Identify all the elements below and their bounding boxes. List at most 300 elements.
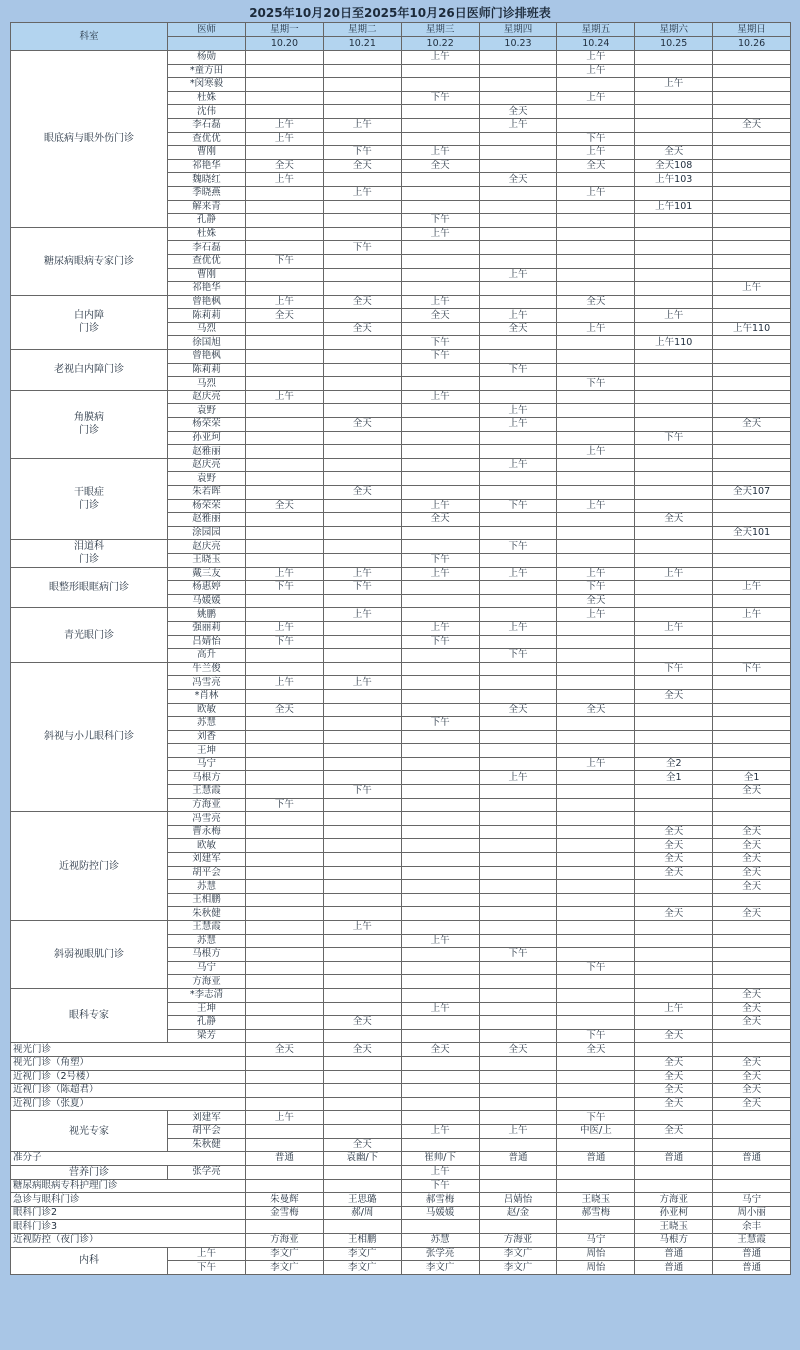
schedule-cell [479, 241, 557, 255]
schedule-cell [246, 839, 324, 853]
schedule-cell [323, 594, 401, 608]
table-row [11, 1234, 791, 1248]
schedule-cell [479, 717, 557, 731]
schedule-cell: 普通 [635, 1261, 713, 1275]
schedule-cell: 全天 [557, 295, 635, 309]
weekday-header: 星期五 [557, 23, 635, 37]
schedule-cell: 郝雪梅 [401, 1193, 479, 1207]
schedule-cell [557, 418, 635, 432]
schedule-cell [479, 526, 557, 540]
schedule-cell [401, 322, 479, 336]
table-row [11, 295, 791, 309]
schedule-cell: 上午 [557, 567, 635, 581]
date-header: 10.26 [713, 37, 791, 51]
schedule-cell [713, 472, 791, 486]
schedule-cell [401, 825, 479, 839]
schedule-cell: 上午 [479, 309, 557, 323]
schedule-cell [479, 472, 557, 486]
row-label: 视光门诊 [11, 1043, 246, 1057]
schedule-cell: 下午 [713, 662, 791, 676]
doctor-cell: 冯雪亮 [168, 812, 246, 826]
schedule-cell [635, 785, 713, 799]
schedule-cell [557, 241, 635, 255]
schedule-cell: 全天 [713, 1070, 791, 1084]
schedule-cell [246, 689, 324, 703]
table-row [11, 608, 791, 622]
schedule-cell: 上午 [479, 771, 557, 785]
schedule-cell: 全天 [479, 173, 557, 187]
row-label: 视光门诊（角塑） [11, 1056, 246, 1070]
doctor-cell: 上午 [168, 1247, 246, 1261]
schedule-cell: 张学亮 [401, 1247, 479, 1261]
schedule-cell [401, 948, 479, 962]
schedule-cell [479, 64, 557, 78]
schedule-cell: 全天 [557, 1043, 635, 1057]
schedule-page [10, 4, 790, 1275]
schedule-cell: 下午 [635, 431, 713, 445]
doctor-cell: 牛兰俊 [168, 662, 246, 676]
schedule-cell: 全天 [401, 1043, 479, 1057]
schedule-cell [713, 132, 791, 146]
schedule-cell [401, 880, 479, 894]
schedule-cell [246, 214, 324, 228]
schedule-cell: 全天 [635, 1070, 713, 1084]
schedule-cell [713, 676, 791, 690]
schedule-cell [246, 336, 324, 350]
schedule-cell [713, 404, 791, 418]
schedule-cell: 全天101 [713, 526, 791, 540]
schedule-cell [323, 621, 401, 635]
schedule-cell [479, 254, 557, 268]
schedule-cell: 全天 [246, 159, 324, 173]
dept-cell: 干眼症 门诊 [11, 458, 168, 540]
schedule-cell: 下午 [323, 146, 401, 160]
schedule-cell [401, 703, 479, 717]
schedule-cell [713, 594, 791, 608]
table-row [11, 1070, 791, 1084]
schedule-cell [635, 812, 713, 826]
schedule-cell [713, 757, 791, 771]
schedule-cell [479, 1179, 557, 1193]
schedule-cell [401, 458, 479, 472]
schedule-cell [557, 730, 635, 744]
schedule-cell [323, 64, 401, 78]
schedule-cell [479, 390, 557, 404]
row-label: 眼科门诊3 [11, 1220, 246, 1234]
schedule-cell: 上午 [557, 186, 635, 200]
schedule-cell [479, 689, 557, 703]
schedule-cell [635, 988, 713, 1002]
weekday-header: 星期二 [323, 23, 401, 37]
schedule-cell [557, 173, 635, 187]
schedule-cell [246, 1220, 324, 1234]
schedule-cell [401, 907, 479, 921]
schedule-cell: 全天 [246, 1043, 324, 1057]
schedule-cell [557, 472, 635, 486]
schedule-cell [401, 594, 479, 608]
schedule-cell [323, 907, 401, 921]
schedule-cell [557, 812, 635, 826]
schedule-cell: 全天 [635, 853, 713, 867]
schedule-cell [323, 1179, 401, 1193]
schedule-cell [401, 1084, 479, 1098]
date-header: 10.24 [557, 37, 635, 51]
doctor-cell: 王慧霞 [168, 921, 246, 935]
schedule-cell [401, 431, 479, 445]
schedule-cell [713, 309, 791, 323]
schedule-cell [479, 1056, 557, 1070]
schedule-cell [323, 961, 401, 975]
doctor-cell: 杨荣荣 [168, 418, 246, 432]
schedule-cell: 下午 [479, 363, 557, 377]
row-label: 近视门诊（2号楼） [11, 1070, 246, 1084]
schedule-cell [246, 91, 324, 105]
schedule-cell: 下午 [479, 649, 557, 663]
schedule-cell [479, 1016, 557, 1030]
schedule-cell [713, 553, 791, 567]
schedule-cell [323, 445, 401, 459]
schedule-cell [401, 1070, 479, 1084]
schedule-cell [557, 350, 635, 364]
doctor-cell: 孙亚珂 [168, 431, 246, 445]
schedule-cell [635, 118, 713, 132]
schedule-cell: 李文广 [246, 1261, 324, 1275]
schedule-cell [635, 254, 713, 268]
schedule-cell: 全天 [713, 907, 791, 921]
schedule-cell [479, 214, 557, 228]
schedule-cell [479, 853, 557, 867]
schedule-cell [479, 730, 557, 744]
schedule-cell [401, 1029, 479, 1043]
schedule-cell: 上午 [479, 621, 557, 635]
schedule-cell [246, 445, 324, 459]
row-label: 急诊与眼科门诊 [11, 1193, 246, 1207]
schedule-cell: 上午 [323, 676, 401, 690]
schedule-cell [479, 798, 557, 812]
schedule-cell [635, 241, 713, 255]
schedule-cell: 吕婧怡 [479, 1193, 557, 1207]
schedule-cell [323, 200, 401, 214]
dept-cell: 糖尿病眼病专家门诊 [11, 227, 168, 295]
doctor-cell: 曹刚 [168, 268, 246, 282]
date-header: 10.22 [401, 37, 479, 51]
doctor-cell: 杜姝 [168, 227, 246, 241]
schedule-cell [557, 254, 635, 268]
schedule-cell: 上午 [401, 934, 479, 948]
schedule-cell [557, 214, 635, 228]
schedule-cell [557, 1002, 635, 1016]
schedule-cell [635, 948, 713, 962]
schedule-cell [401, 377, 479, 391]
schedule-cell [323, 1111, 401, 1125]
schedule-cell: 全天 [713, 853, 791, 867]
schedule-cell: 李文广 [323, 1261, 401, 1275]
schedule-cell [401, 404, 479, 418]
date-header: 10.23 [479, 37, 557, 51]
schedule-cell: 上午 [479, 1124, 557, 1138]
schedule-cell [479, 839, 557, 853]
schedule-cell [479, 988, 557, 1002]
schedule-cell [323, 526, 401, 540]
schedule-cell [246, 608, 324, 622]
schedule-cell [479, 662, 557, 676]
schedule-cell [635, 649, 713, 663]
schedule-cell [479, 295, 557, 309]
doctor-cell: 吕婧怡 [168, 635, 246, 649]
schedule-cell [557, 1179, 635, 1193]
schedule-cell [635, 540, 713, 554]
schedule-cell [401, 689, 479, 703]
doctor-cell: 季晓燕 [168, 186, 246, 200]
schedule-cell: 上午 [246, 621, 324, 635]
schedule-cell: 全天 [635, 1056, 713, 1070]
schedule-cell: 上午 [401, 621, 479, 635]
schedule-cell: 全天 [713, 988, 791, 1002]
table-row [11, 1056, 791, 1070]
doctor-cell: 李石磊 [168, 118, 246, 132]
table-row [11, 1084, 791, 1098]
schedule-cell [635, 676, 713, 690]
doctor-cell: 方海亚 [168, 798, 246, 812]
schedule-cell: 全天 [246, 703, 324, 717]
schedule-cell: 朱曼辉 [246, 1193, 324, 1207]
schedule-cell [557, 649, 635, 663]
doctor-cell: 查优优 [168, 254, 246, 268]
schedule-cell [323, 825, 401, 839]
schedule-cell [635, 798, 713, 812]
row-label: 近视防控（夜门诊） [11, 1234, 246, 1248]
schedule-cell: 袁幽/下 [323, 1152, 401, 1166]
schedule-cell [635, 1043, 713, 1057]
table-row [11, 1247, 791, 1261]
doctor-cell: 王相鹏 [168, 893, 246, 907]
table-row [11, 1165, 791, 1179]
schedule-cell [557, 1056, 635, 1070]
schedule-cell: 上午 [557, 322, 635, 336]
schedule-cell [557, 825, 635, 839]
schedule-cell: 全天 [323, 322, 401, 336]
doctor-cell: 刘香 [168, 730, 246, 744]
schedule-cell: 下午 [557, 377, 635, 391]
schedule-cell [401, 173, 479, 187]
schedule-cell [479, 91, 557, 105]
schedule-cell: 全天 [323, 418, 401, 432]
schedule-cell [713, 200, 791, 214]
table-row [11, 51, 791, 65]
schedule-cell [246, 934, 324, 948]
schedule-cell: 赵/金 [479, 1206, 557, 1220]
date-header: 10.21 [323, 37, 401, 51]
header-row-weekdays [11, 23, 791, 37]
schedule-cell [557, 309, 635, 323]
schedule-cell [713, 1138, 791, 1152]
schedule-cell: 上午 [246, 567, 324, 581]
schedule-cell [557, 336, 635, 350]
schedule-cell [401, 282, 479, 296]
schedule-cell [246, 893, 324, 907]
schedule-cell [323, 1029, 401, 1043]
schedule-cell [713, 730, 791, 744]
schedule-cell [246, 785, 324, 799]
schedule-cell [557, 526, 635, 540]
schedule-cell [635, 214, 713, 228]
schedule-cell [557, 1220, 635, 1234]
dept-cell: 角膜病 门诊 [11, 390, 168, 458]
schedule-cell [246, 105, 324, 119]
schedule-cell: 全天 [635, 1097, 713, 1111]
schedule-cell [479, 744, 557, 758]
schedule-cell: 上午 [401, 1124, 479, 1138]
table-row [11, 1043, 791, 1057]
schedule-cell [713, 1165, 791, 1179]
schedule-cell [246, 51, 324, 65]
schedule-cell [246, 1056, 324, 1070]
schedule-cell [635, 418, 713, 432]
schedule-cell [479, 377, 557, 391]
schedule-cell [479, 1111, 557, 1125]
schedule-cell: 下午 [557, 132, 635, 146]
doctor-cell: 袁野 [168, 472, 246, 486]
schedule-cell [635, 744, 713, 758]
schedule-cell [713, 621, 791, 635]
schedule-cell [479, 336, 557, 350]
schedule-cell [401, 839, 479, 853]
schedule-cell: 全天 [713, 1084, 791, 1098]
schedule-cell [557, 893, 635, 907]
schedule-cell: 全天 [323, 1138, 401, 1152]
dept-cell: 白内障 门诊 [11, 295, 168, 349]
schedule-cell [635, 594, 713, 608]
schedule-cell [323, 744, 401, 758]
schedule-cell [323, 390, 401, 404]
schedule-cell [246, 363, 324, 377]
schedule-cell [557, 227, 635, 241]
schedule-cell [323, 703, 401, 717]
schedule-cell: 全天107 [713, 486, 791, 500]
dept-cell: 近视防控门诊 [11, 812, 168, 921]
schedule-cell [479, 907, 557, 921]
schedule-cell [479, 553, 557, 567]
schedule-cell [479, 1084, 557, 1098]
schedule-cell: 上午 [323, 567, 401, 581]
schedule-cell [401, 472, 479, 486]
schedule-cell [479, 445, 557, 459]
schedule-cell: 全天 [635, 866, 713, 880]
schedule-cell [323, 689, 401, 703]
schedule-cell [246, 377, 324, 391]
schedule-cell [401, 662, 479, 676]
schedule-cell: 周怡 [557, 1261, 635, 1275]
schedule-cell [713, 499, 791, 513]
schedule-cell [246, 486, 324, 500]
schedule-cell: 上午 [246, 390, 324, 404]
schedule-cell [401, 418, 479, 432]
schedule-cell [713, 1043, 791, 1057]
schedule-cell: 上午 [401, 295, 479, 309]
schedule-cell [323, 553, 401, 567]
schedule-cell: 下午 [557, 581, 635, 595]
schedule-cell: 余丰 [713, 1220, 791, 1234]
schedule-cell [557, 390, 635, 404]
doctor-cell: 赵庆亮 [168, 540, 246, 554]
schedule-cell [246, 186, 324, 200]
schedule-cell [557, 744, 635, 758]
schedule-cell: 全天 [635, 689, 713, 703]
schedule-cell [246, 649, 324, 663]
schedule-cell [401, 581, 479, 595]
dept-cell: 眼底病与眼外伤门诊 [11, 51, 168, 228]
schedule-cell [557, 105, 635, 119]
schedule-cell [479, 132, 557, 146]
dept-cell: 斜视与小儿眼科门诊 [11, 662, 168, 812]
schedule-cell [635, 268, 713, 282]
schedule-cell: 全天 [635, 146, 713, 160]
schedule-cell [557, 907, 635, 921]
schedule-cell: 普通 [246, 1152, 324, 1166]
schedule-cell [479, 934, 557, 948]
schedule-cell [635, 934, 713, 948]
schedule-cell [246, 730, 324, 744]
schedule-cell [323, 254, 401, 268]
schedule-cell [246, 268, 324, 282]
date-header: 10.25 [635, 37, 713, 51]
schedule-cell [323, 91, 401, 105]
schedule-cell: 李文广 [246, 1247, 324, 1261]
schedule-cell [401, 676, 479, 690]
schedule-cell [635, 282, 713, 296]
schedule-cell [323, 431, 401, 445]
schedule-cell: 全天 [401, 513, 479, 527]
schedule-cell: 王相鹏 [323, 1234, 401, 1248]
schedule-cell [713, 567, 791, 581]
schedule-cell: 上午110 [713, 322, 791, 336]
schedule-cell [713, 703, 791, 717]
doctor-cell: 赵雅丽 [168, 513, 246, 527]
row-label: 糖尿病眼病专科护理门诊 [11, 1179, 246, 1193]
table-row [11, 1152, 791, 1166]
doctor-cell: 梁芳 [168, 1029, 246, 1043]
schedule-cell: 全天 [713, 785, 791, 799]
schedule-cell: 王晓玉 [635, 1220, 713, 1234]
schedule-cell [246, 540, 324, 554]
schedule-cell [557, 1165, 635, 1179]
schedule-cell [246, 146, 324, 160]
table-row [11, 227, 791, 241]
schedule-cell [479, 785, 557, 799]
schedule-cell [246, 322, 324, 336]
doctor-cell: 苏慧 [168, 934, 246, 948]
schedule-cell: 郝/周 [323, 1206, 401, 1220]
doctor-cell: 王晓玉 [168, 553, 246, 567]
schedule-cell: 上午 [557, 64, 635, 78]
doctor-cell: 刘建军 [168, 1111, 246, 1125]
schedule-cell: 全天108 [635, 159, 713, 173]
schedule-cell: 上午 [479, 418, 557, 432]
doctor-cell: 朱秋健 [168, 907, 246, 921]
schedule-cell [246, 458, 324, 472]
schedule-cell: 上午 [557, 757, 635, 771]
schedule-cell [401, 105, 479, 119]
schedule-cell: 上午 [401, 227, 479, 241]
schedule-cell [479, 159, 557, 173]
schedule-cell [635, 961, 713, 975]
schedule-cell: 全天 [479, 703, 557, 717]
schedule-cell [401, 649, 479, 663]
schedule-cell: 上午 [479, 118, 557, 132]
schedule-cell: 全天 [557, 703, 635, 717]
schedule-cell [713, 146, 791, 160]
schedule-cell [479, 51, 557, 65]
